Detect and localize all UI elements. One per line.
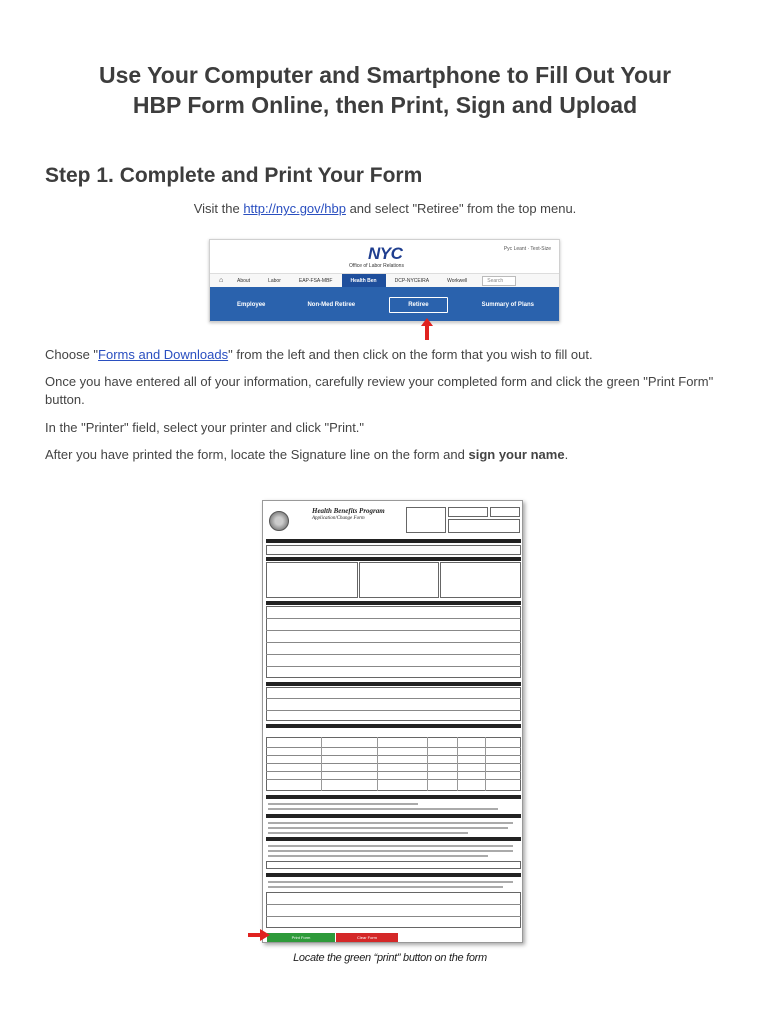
form-vline bbox=[377, 737, 378, 791]
step-1-heading: Step 1. Complete and Print Your Form bbox=[45, 164, 423, 187]
form-section-bar bbox=[266, 873, 521, 877]
form-section-bar bbox=[266, 837, 521, 841]
nyc-office-subtitle: Office of Labor Relations bbox=[349, 263, 404, 269]
form-section-bar bbox=[266, 557, 521, 561]
instruction-printer-field: In the "Printer" field, select your printer and click "Print." bbox=[45, 420, 365, 435]
form-line bbox=[266, 630, 521, 631]
form-line bbox=[266, 779, 521, 780]
form-section-box bbox=[359, 562, 439, 598]
subnav-summary-of-plans[interactable]: Summary of Plans bbox=[481, 302, 534, 308]
form-line bbox=[266, 666, 521, 667]
form-subtitle: Application/Change Form bbox=[312, 516, 365, 521]
form-text bbox=[268, 803, 418, 805]
form-text bbox=[268, 845, 513, 847]
title-line-2: HBP Form Online, then Print, Sign and Upload bbox=[132, 92, 638, 118]
form-text bbox=[268, 855, 488, 857]
subnav-non-med-retiree[interactable]: Non-Med Retiree bbox=[307, 302, 356, 308]
form-line bbox=[266, 771, 521, 772]
page-title bbox=[0, 60, 770, 120]
form-signature-row bbox=[266, 861, 521, 869]
form-row-box bbox=[266, 545, 521, 555]
form-line bbox=[266, 916, 521, 917]
form-section-box bbox=[266, 687, 521, 721]
form-line bbox=[266, 642, 521, 643]
form-header bbox=[266, 504, 521, 538]
home-icon[interactable]: ⌂ bbox=[219, 277, 224, 284]
nav-eap[interactable]: EAP-FSA-MBF bbox=[298, 277, 333, 284]
form-section-bar bbox=[266, 601, 521, 605]
nyc-website-screenshot bbox=[209, 239, 560, 322]
form-section-bar bbox=[266, 795, 521, 799]
form-section-bar bbox=[266, 539, 521, 543]
form-line bbox=[266, 710, 521, 711]
form-header-box-2 bbox=[448, 507, 488, 517]
p1-post: " from the left and then click on the form that you wish to fill out. bbox=[228, 347, 593, 362]
form-line bbox=[266, 747, 521, 748]
visit-text-pre: Visit the bbox=[193, 201, 244, 216]
form-section-bar bbox=[266, 814, 521, 818]
form-line bbox=[266, 904, 521, 905]
p4-post: . bbox=[564, 447, 569, 462]
nyc-search-input[interactable]: Search bbox=[482, 276, 516, 286]
p4-pre: After you have printed the form, locate the Signature line on the form and bbox=[45, 447, 469, 462]
nyc-seal-icon bbox=[269, 511, 289, 531]
nyc-logo: NYC bbox=[368, 244, 403, 263]
form-vline bbox=[485, 737, 486, 791]
forms-and-downloads-link[interactable]: Forms and Downloads bbox=[98, 347, 229, 362]
nav-workwell[interactable]: Workwell bbox=[447, 277, 468, 284]
visit-instruction bbox=[0, 201, 770, 216]
form-text bbox=[268, 886, 503, 888]
print-form-button[interactable]: Print Form bbox=[267, 933, 335, 942]
form-line bbox=[266, 755, 521, 756]
form-header-box-3 bbox=[490, 507, 520, 517]
nav-health-benefits[interactable]: Health Ben bbox=[342, 274, 386, 288]
title-line-1: Use Your Computer and Smartphone to Fill Out Your bbox=[98, 62, 672, 88]
form-line bbox=[266, 618, 521, 619]
form-header-box-4 bbox=[448, 519, 520, 533]
p1-pre: Choose " bbox=[45, 347, 99, 362]
form-line bbox=[266, 698, 521, 699]
sign-your-name-emphasis: sign your name bbox=[468, 447, 565, 462]
instruction-sign bbox=[45, 446, 725, 464]
clear-form-button[interactable]: Clear Form bbox=[336, 933, 398, 942]
visit-text-post: and select "Retiree" from the top menu. bbox=[345, 201, 577, 216]
form-section-box bbox=[266, 562, 358, 598]
form-vline bbox=[457, 737, 458, 791]
nyc-main-nav bbox=[210, 273, 560, 287]
instruction-choose-forms bbox=[45, 346, 725, 364]
subnav-employee[interactable]: Employee bbox=[237, 302, 266, 308]
form-text bbox=[268, 881, 513, 883]
instruction-review-print: Once you have entered all of your information, carefully review your completed form and click the green "Print Form" button. bbox=[45, 374, 714, 407]
subnav-retiree[interactable]: Retiree bbox=[389, 297, 447, 313]
nyc-utility-links: Pyc Leant · Text-Size bbox=[503, 246, 551, 252]
form-vline bbox=[321, 737, 322, 791]
form-caption: Locate the green “print” button on the form bbox=[293, 952, 487, 964]
nav-about[interactable]: About bbox=[237, 277, 251, 284]
form-section-bar bbox=[266, 682, 521, 686]
form-section-box bbox=[440, 562, 521, 598]
form-title: Health Benefits Program bbox=[312, 507, 385, 515]
form-dependents-table bbox=[266, 737, 521, 791]
form-text bbox=[268, 832, 468, 834]
form-section-box bbox=[266, 892, 521, 928]
form-vline bbox=[427, 737, 428, 791]
form-line bbox=[266, 763, 521, 764]
nav-labor[interactable]: Labor bbox=[268, 277, 281, 284]
nyc-hbp-link[interactable]: http://nyc.gov/hbp bbox=[243, 201, 346, 216]
form-header-box-1 bbox=[406, 507, 446, 533]
red-up-arrow-icon bbox=[421, 318, 433, 340]
nav-dcp[interactable]: DCP-NYCEIRA bbox=[394, 277, 430, 284]
form-line bbox=[266, 654, 521, 655]
form-text bbox=[268, 850, 513, 852]
form-section-bar bbox=[266, 724, 521, 728]
red-right-arrow-icon bbox=[248, 929, 270, 941]
nyc-sub-nav bbox=[210, 287, 560, 322]
form-text bbox=[268, 822, 513, 824]
form-text bbox=[268, 827, 508, 829]
form-text bbox=[268, 808, 498, 810]
hbp-form-image bbox=[262, 500, 523, 943]
